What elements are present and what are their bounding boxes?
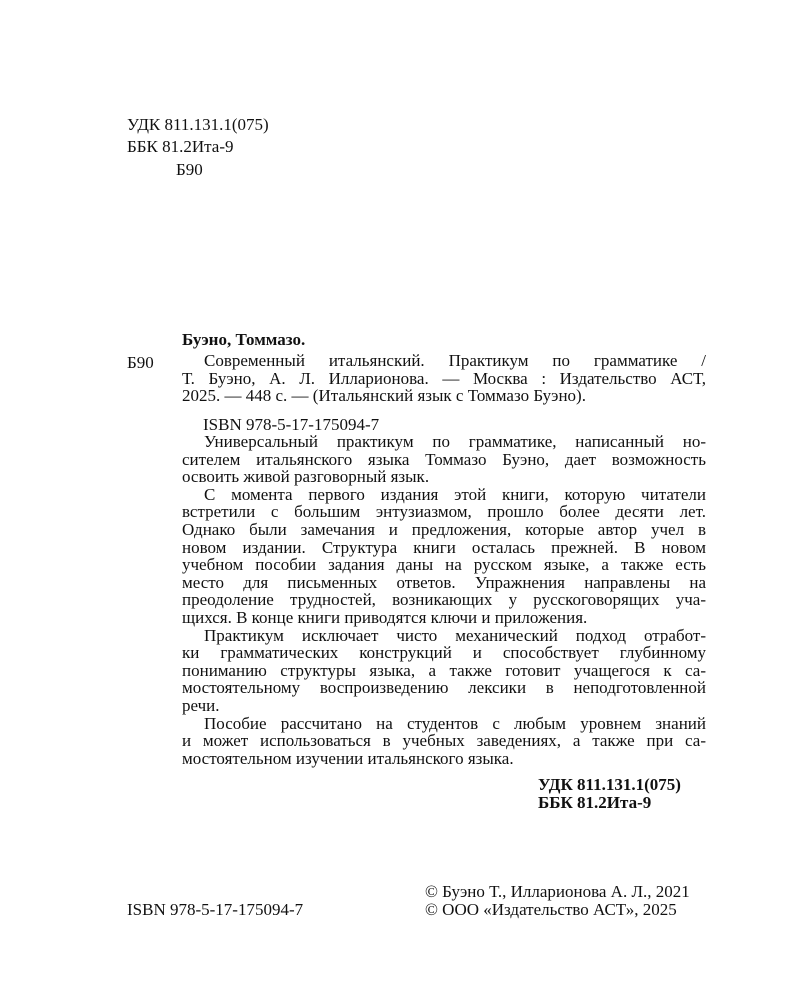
annotation-line: встретили с большим энтузиазмом, прошло более десяти лет. bbox=[182, 502, 706, 522]
annotation-line: Универсальный практикум по грамматике, написанный но- bbox=[204, 432, 706, 451]
annotation-line: Практикум исключает чисто механический подход отработ- bbox=[204, 625, 706, 645]
annotation-line: новом издании. Структура книги осталась прежней. В новом bbox=[182, 537, 706, 557]
bib-line: Т. Буэно, А. Л. Илларионова. — Москва : Издательство АСТ, bbox=[182, 368, 706, 388]
udk-code: УДК 811.131.1(075) bbox=[127, 115, 269, 134]
isbn: ISBN 978-5-17-175094-7 bbox=[203, 415, 380, 434]
annotation-line: мостоятельном изучении итальянского языка. bbox=[182, 748, 514, 768]
bib-line: 2025. — 448 с. — (Итальянский язык с Томмазо Буэно). bbox=[182, 386, 586, 406]
annotation-line: сителем итальянского языка Томмазо Буэно, дает возможность bbox=[182, 449, 706, 469]
annotation-line: место для письменных ответов. Упражнения направлены на bbox=[182, 572, 706, 592]
copyright-publisher: © ООО «Издательство АСТ», 2025 bbox=[425, 900, 677, 919]
annotation-line: речи. bbox=[182, 695, 220, 715]
annotation-line: Однако были замечания и предложения, которые автор учел в bbox=[182, 519, 706, 539]
annotation-line: преодоление трудностей, возникающих у русскоговорящих уча- bbox=[182, 590, 706, 610]
annotation-line: мостоятельному воспроизведению лексики в неподготовленной bbox=[182, 678, 706, 698]
annotation-line: освоить живой разговорный язык. bbox=[182, 467, 430, 487]
bbk-code: ББК 81.2Ита-9 bbox=[127, 137, 234, 156]
annotation-line: Пособие рассчитано на студентов с любым уровнем знаний bbox=[204, 713, 706, 733]
bbk-classification: ББК 81.2Ита-9 bbox=[538, 793, 652, 812]
author-mark-bib: Б90 bbox=[127, 353, 154, 372]
udk-classification: УДК 811.131.1(075) bbox=[538, 775, 681, 794]
footer-isbn: ISBN 978-5-17-175094-7 bbox=[127, 900, 304, 919]
annotation-line: С момента первого издания этой книги, которую читатели bbox=[204, 484, 706, 504]
annotation-line: ки грамматических конструкций и способствует глубинному bbox=[182, 643, 706, 663]
author-mark: Б90 bbox=[176, 160, 203, 179]
annotation-line: и может использоваться в учебных заведениях, а также при са- bbox=[182, 731, 706, 751]
bibliographic-description bbox=[182, 352, 706, 405]
copyright-authors: © Буэно Т., Илларионова А. Л., 2021 bbox=[425, 882, 690, 901]
annotation bbox=[182, 433, 706, 767]
bib-line: Современный итальянский. Практикум по грамматике / bbox=[204, 351, 706, 370]
annotation-line: пониманию структуры языка, а также готовит учащегося к са- bbox=[182, 660, 706, 680]
annotation-line: щихся. В конце книги приводятся ключи и приложения. bbox=[182, 607, 588, 627]
annotation-line: учебном пособии задания даны на русском языке, а также есть bbox=[182, 555, 706, 575]
author-heading: Буэно, Томмазо. bbox=[182, 330, 306, 349]
